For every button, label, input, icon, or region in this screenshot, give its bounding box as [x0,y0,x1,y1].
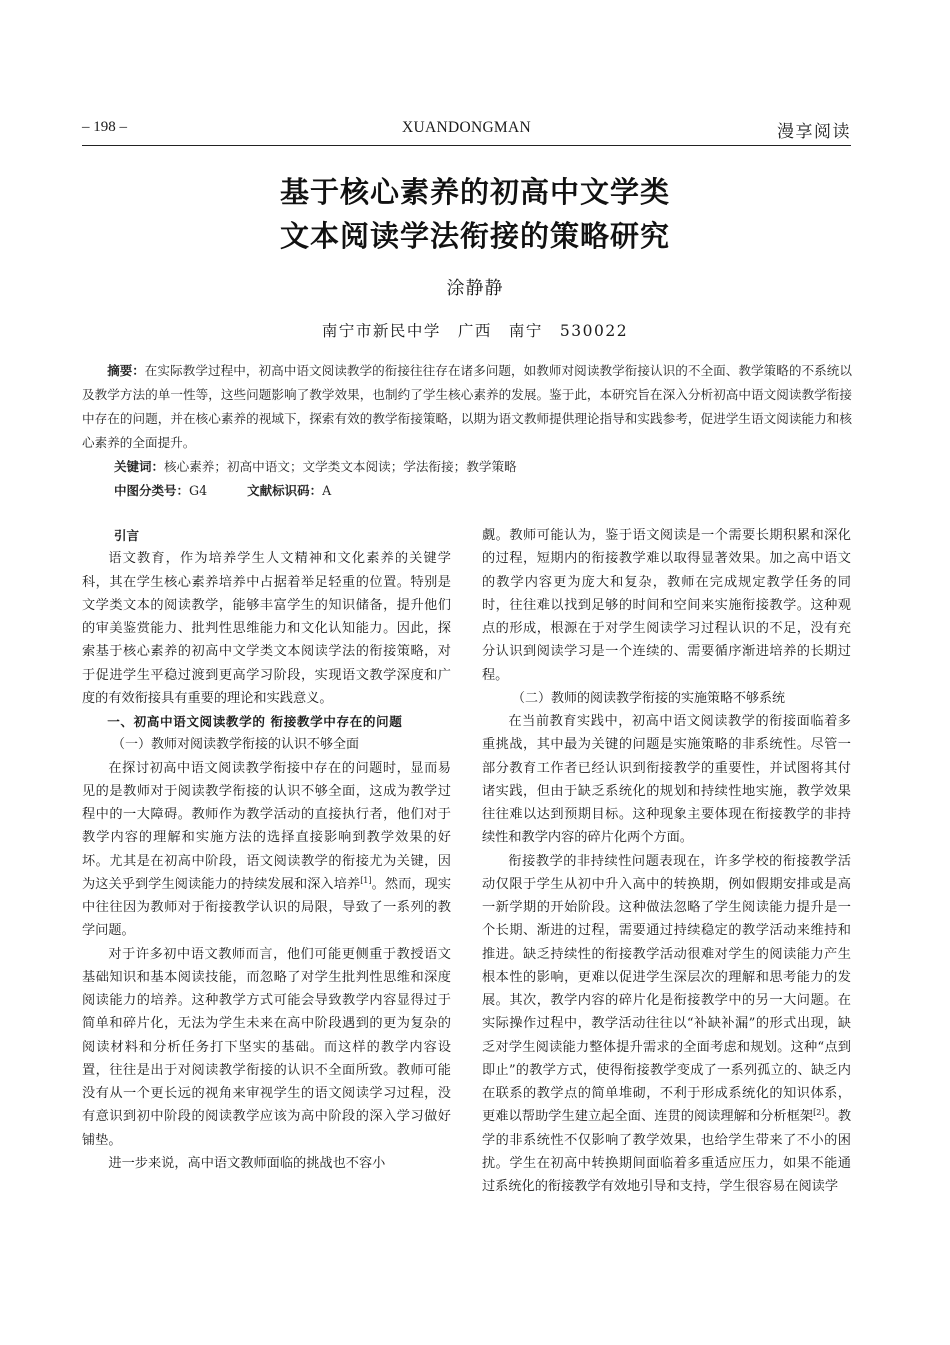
intro-heading: 引言 [114,528,140,543]
doc-code-label: 文献标识码： [247,483,323,498]
section-1-heading: 一、初高中语文阅读教学的 衔接教学中存在的问题 [107,714,403,729]
paragraph-text: 。教学的非系统性不仅影响了教学效果，也给学生带来了不小的困扰。学生在初高中转换期间面临着多重适应压力，如果不能通过系统化的衔接教学有效地引导和支持，学生很容易在阅读学 [482,1109,852,1194]
paragraph-text: 衔接教学的非持续性问题表现在，许多学校的衔接教学活动仅限于学生从初中升入高中的转换期，例如假期安排或是高一新学期的开始阶段。这种做法忽略了学生阅读能力提升是一个长期、渐进的过程，需要通过持续稳定的教学活动来维持和推进。缺乏持续性的衔接教学活动很难对学生的阅读能力产生根本性的影响，更难以促进学生深层次的理解和思考能力的发展。其次，教学内容的碎片化是衔接教学中的另一大问题。在实际操作过程中，教学活动往往以“补缺补漏”的形式出现，缺乏对学生阅读能力整体提升需求的全面考虑和规划。这种“点到即止”的教学方式，使得衔接教学变成了一系列孤立的、缺乏内在联系的教学点的简单堆砌，不利于形成系统化的知识体系，更难以帮助学生建立起全面、连贯的阅读理解和分析框架 [482,853,851,1125]
abstract-text: 在实际教学过程中，初高中语文阅读教学的衔接往往存在诸多问题，如教师对阅读教学衔接认识的不全面、教学策略的不系统以及教学方法的单一性等，这些问题影响了教学效果，也制约了学生核心素养的发展。鉴于此，本研究旨在深入分析初高中语文阅读教学衔接中存在的问题，并在核心素养的视域下，探索有效的教学衔接策略，以期为语文教师提供理论指导和实践参考，促进学生语文阅读能力和核心素养的全面提升。 [82,363,852,450]
subsection-1-paragraph-1 [82,757,451,943]
abstract-label: 摘要： [107,363,145,378]
subsection-1-paragraph-2: 对于许多初中语文教师而言，他们可能更侧重于教授语文基础知识和基本阅读技能，而忽略了对学生批判性思维和深度阅读能力的培养。这种教学方式可能会导致教学内容显得过于简单和碎片化，无法为学生未来在高中阶段遇到的更为复杂的阅读材料和分析任务打下坚实的基础。而这样的教学内容设置，往往是出于对阅读教学衔接的认识不全面所致。教师可能没有从一个更长远的视角来审视学生的语文阅读学习过程，没有意识到初中阶段的阅读教学应该为高中阶段的深入学习做好铺垫。 [82,946,451,1148]
column-name: 漫享阅读 [777,122,851,142]
keywords-text: 核心素养；初高中语文；文学类文本阅读；学法衔接；教学策略 [164,459,517,474]
citation-ref-1: [1] [360,875,372,885]
subsection-1-heading: （一）教师对阅读教学衔接的认识不够全面 [112,737,360,753]
citation-ref-2: [2] [813,1108,825,1118]
subsection-2-paragraph-1: 在当前教育实践中，初高中语文阅读教学的衔接面临着多重挑战，其中最为关键的问题是实施策略的非系统性。尽管一部分教育工作者已经认识到衔接教学的重要性，并试图将其付诸实践，但由于缺乏系统化的规划和持续性地实施，教学效果往往难以达到预期目标。这种现象主要体现在衔接教学的非持续性和教学内容的碎片化两个方面。 [482,714,851,846]
paragraph-text: 。然而，现实中往往因为教师对于衔接教学认识的局限，导致了一系列的教学问题。 [82,876,452,939]
author-affiliation: 南宁市新民中学 广西 南宁 530022 [321,322,629,340]
intro-paragraph: 语文教育，作为培养学生人文精神和文化素养的关键学科，其在学生核心素养培养中占据着举足轻重的位置。特别是文学类文本的阅读教学，能够丰富学生的知识储备，提升他们的审美鉴赏能力、批判性思维能力和文化认知能力。因此，探索基于核心素养的初高中文学类文本阅读学法的衔接策略，对于促进学生平稳过渡到更高学习阶段，实现语文教学深度和广度的有效衔接具有重要的理论和实践意义。 [82,551,451,706]
author-name: 涂静静 [446,278,504,299]
running-header [82,119,851,146]
subsection-2-paragraph-2 [482,850,851,1199]
subsection-1-paragraph-3-start: 进一步来说，高中语文教师面临的挑战也不容小 [108,1155,386,1171]
keywords [82,455,852,479]
article-title [0,170,950,258]
paragraph-text: 在探讨初高中语文阅读教学衔接中存在的问题时，显而易见的是教师对于阅读教学衔接的认识不够全面，这成为教学过程中的一大障碍。教师作为教学活动的直接执行者，他们对于教学内容的理解和实施方法的选择直接影响到教学效果的好坏。尤其是在初高中阶段，语文阅读教学的衔接尤为关键，因为这关乎到学生阅读能力的持续发展和深入培养 [82,760,451,892]
page-number: – 198 – [82,119,127,135]
journal-name: XUANDONGMAN [401,119,532,136]
clc-value: G4 [189,483,208,498]
title-line-2: 文本阅读学法衔接的策略研究 [279,219,670,253]
classification [82,479,852,503]
keywords-label: 关键词： [114,459,165,474]
subsection-1-paragraph-3-continued: 觑。教师可能认为，鉴于语文阅读是一个需要长期积累和深化的过程，短期内的衔接教学难以取得显著效果。加之高中语文的教学内容更为庞大和复杂，教师在完成规定教学任务的同时，往往难以找到足够的时间和空间来实施衔接教学。这种观点的形成，根源在于对学生阅读学习过程认识的不足，没有充分认识到阅读学习是一个连续的、需要循序渐进培养的长期过程。 [482,528,851,683]
doc-code-value: A [322,483,332,498]
clc-label: 中图分类号： [114,483,190,498]
subsection-2-heading: （二）教师的阅读教学衔接的实施策略不够系统 [512,690,786,706]
right-column [482,524,851,1198]
left-column [82,524,451,1175]
abstract [82,359,852,455]
title-line-1: 基于核心素养的初高中文学类 [279,175,670,209]
